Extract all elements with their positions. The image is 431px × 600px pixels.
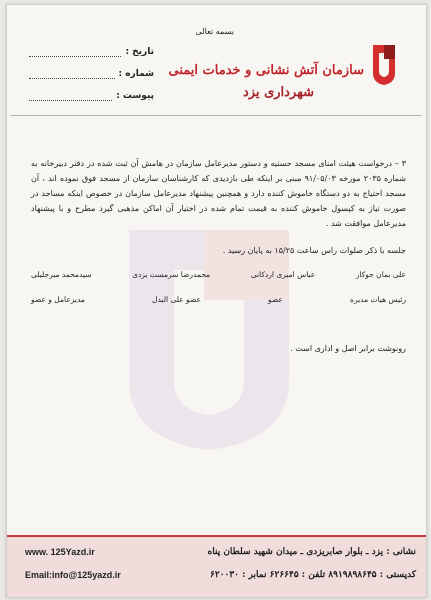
footer-email: Email:info@125yazd.ir (25, 570, 121, 580)
signatory-name: علی بمان جوکار (355, 270, 406, 279)
organization-name: سازمان آتش نشانی و خدمات ایمنی (168, 63, 364, 78)
signatory-role: عضو (268, 295, 283, 304)
attachment-label: پیوست : (116, 91, 154, 101)
letter-page (6, 4, 427, 598)
carbon-copy-note: رونوشت برابر اصل و اداری است . (290, 344, 406, 353)
attachment-field (29, 79, 154, 101)
date-label: تاریخ : (125, 47, 154, 57)
header-divider (10, 115, 422, 116)
closing-line: جلسه با ذکر صلوات راس ساعت ۱۵/۲۵ به پایان رسید . (222, 246, 406, 255)
number-field (29, 57, 154, 79)
bismillah-text: بسمه تعالی (195, 27, 234, 36)
letter-meta (29, 35, 154, 101)
letter-footer (7, 535, 426, 598)
signatory-name: سیدمحمد میرجلیلی (31, 270, 92, 279)
footer-contact: کدپستی : ۸۹۱۹۸۹۸۶۴۵ تلفن : ۶۲۶۶۴۵ نمابر : ۶۲۰۰۳۰ (209, 570, 416, 580)
signatory-names (31, 270, 406, 279)
signatory-role: عضو علی البدل (152, 295, 201, 304)
minutes-paragraph: ۳ – درخواست هیئت امنای مسجد حسنیه و دستور مدیرعامل سازمان در هامش آن ثبت شده در دفتر دبیرخانه به شماره ۲۰۳۵ مورخه ۹۱/۰۵/۰۳ مبنی بر اینکه طی بازدیدی که کارشناسان سازمان از مسجد فوق نموده اند ، آن مسجد احتیاج به دو دستگاه خاموش کننده دارد و همچنین پیشنهاد مدیرعامل سازمان در خصوص اینکه مساجد در صورت نیاز به کپسول خاموش کننده به قیمت تمام شده در اختیار آن اماکن مذهبی گیرد مطرح و با پیشنهاد مدیرعامل موافقت شد . (31, 159, 406, 228)
municipality-name: شهرداری یزد (242, 85, 314, 100)
signatory-name: محمدرضا سرمست یزدی (132, 270, 211, 279)
signatory-role: رئیس هیات مدیره (350, 295, 406, 304)
number-label: شماره : (118, 69, 154, 79)
footer-website: www. 125Yazd.ir (25, 547, 95, 557)
fire-department-emblem-icon (371, 43, 397, 87)
signatory-name: عباس امیری اردکانی (250, 270, 316, 279)
signatory-role: مدیرعامل و عضو (31, 295, 85, 304)
footer-address: نشانی : یزد ـ بلوار صابریزدی ـ میدان شهید سلطان پناه (207, 547, 416, 557)
signatory-roles (31, 295, 406, 304)
date-field (29, 35, 154, 57)
